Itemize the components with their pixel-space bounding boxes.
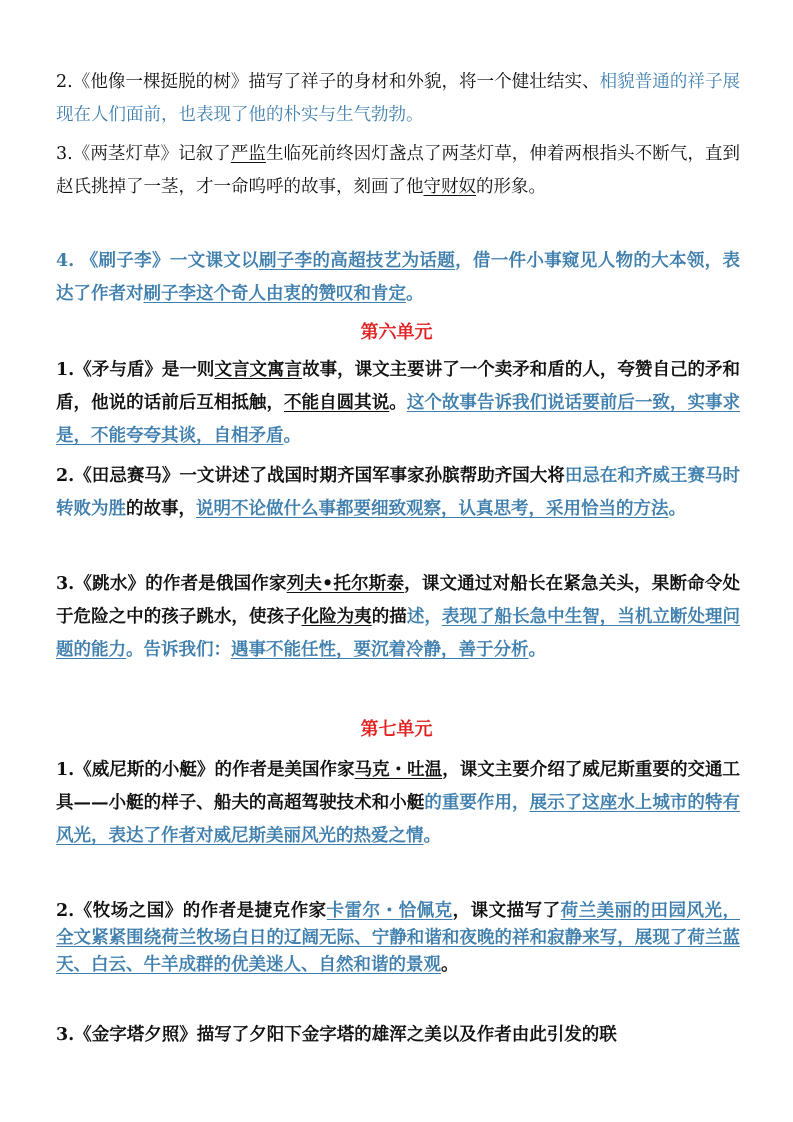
text-segment: 的形象。: [476, 177, 546, 197]
paragraph-jinzita: [56, 1019, 740, 1052]
unit-7-heading: 第七单元: [360, 719, 433, 740]
paragraph-shuazili: [56, 245, 740, 311]
text-segment: 1.《威尼斯的小艇》的作者是美国作家: [56, 760, 355, 780]
text-segment: ，借一件小事窥见人物的大本领，表达了作者对: [56, 251, 740, 304]
text-segment-underlined: 列夫•托尔斯泰: [286, 574, 405, 594]
text-segment: 。: [406, 284, 424, 304]
text-segment-highlight: 说明不论做什么事都要细致观察，认真思考，采用恰当的方法: [196, 499, 669, 519]
text-segment-underlined: 守财奴: [423, 177, 476, 197]
text-segment: 故事，课文主要讲了一个卖矛和盾的人，夸赞自己的矛和盾，他说的话前后互相抵触，: [56, 360, 741, 413]
text-segment-underlined: 刷子李这个奇人由衷的赞叹和肯定: [143, 284, 406, 304]
text-segment-highlight: 。: [283, 426, 301, 446]
text-segment: 的故事，: [126, 499, 196, 519]
text-segment-highlight: 述，: [406, 607, 442, 627]
text-segment-underlined: 不能自圆其说: [284, 393, 390, 413]
text-segment-highlight: 表现了船长急中生智，当机立断处理问题的能力: [56, 607, 741, 660]
text-segment: 3.《跳水》的作者是俄国作家: [56, 574, 287, 594]
text-segment-underlined: 刷子李的高超技艺为话题: [258, 251, 456, 271]
text-segment: ，课文主要介绍了威尼斯重要的交通工具——小艇的样子、船夫的高超驾驶技术和小艇: [56, 760, 741, 813]
text-segment: 2.《田忌赛马》一文讲述了战国时期齐国军事家孙膑帮助齐国大将: [56, 466, 565, 486]
paragraph-tianji: [56, 460, 740, 526]
paragraph-tashu: [56, 66, 740, 132]
text-segment: ，课文通过对船长在紧急关头，果断命令处于危险之中的孩子跳水，使孩子: [56, 574, 741, 627]
text-segment-highlight: 展示了这座水上城市的特有风光，表达了作者对威尼斯美丽风光的热爱之情: [56, 793, 741, 846]
text-segment: 4. 《刷子李》一文课文以: [56, 251, 259, 271]
text-segment: ，课文描写了: [452, 901, 561, 921]
text-segment-underlined: 马克・吐温: [354, 760, 443, 780]
text-segment: 的描: [371, 607, 407, 627]
text-segment-highlight: 遇事不能任性，要沉着冷静，善于分析: [231, 640, 529, 660]
unit-6-heading: 第六单元: [360, 322, 433, 343]
text-segment: 。: [389, 393, 407, 413]
text-segment-highlight: 。: [668, 499, 686, 519]
text-segment: 1.《矛与盾》是一则: [56, 360, 215, 380]
text-segment-underlined: 文言文寓言: [214, 360, 303, 380]
text-segment-underlined: 化险为夷: [301, 607, 372, 627]
text-segment: 3.《金字塔夕照》描写了夕阳下金字塔的雄浑之美以及作者由此引发的联: [56, 1025, 617, 1045]
paragraph-weinisi: [56, 754, 740, 853]
text-segment: 3.《两茎灯草》记叙了: [56, 144, 231, 164]
text-segment-underlined: 严监: [230, 144, 266, 164]
text-segment: 。: [441, 955, 459, 975]
text-segment-highlight: 相貌普通的祥子展现在人们面前，也表现了他的朴实与生气勃勃。: [56, 72, 741, 125]
text-segment-highlight: 的重要作用，: [424, 793, 530, 813]
text-segment-highlight: 。: [423, 826, 441, 846]
text-segment: 2.《他像一棵挺脱的树》描写了祥子的身材和外貌，将一个健壮结实、: [56, 72, 600, 92]
text-segment-highlight: 。告诉我们：: [126, 640, 231, 660]
text-segment-highlight: 田忌在和齐威王赛马时转败为胜: [56, 466, 740, 519]
paragraph-maodun: [56, 354, 740, 453]
paragraph-dengcao: [56, 138, 740, 204]
text-segment-highlight: 这个故事告诉我们说话要前后一致，实事求是，不能夸夸其谈，自相矛盾: [56, 393, 741, 446]
text-segment: 2.《牧场之国》的作者是捷克作家: [56, 901, 327, 921]
text-segment-highlight: 荷兰美丽的田园风光， 全文紧紧围绕荷兰牧场白日的辽阔无际、宁静和谐和夜晚的祥和寂静来写，展现了荷兰蓝天、白云、牛羊成群的优美迷人、自然和谐的景观: [56, 901, 741, 975]
text-segment: 生临死前终因灯盏点了两茎灯草，伸着两根指头不断气，直到赵氏挑掉了一茎，才一命呜呼的故事，刻画了他: [56, 144, 741, 197]
text-segment-highlight: 。: [528, 640, 546, 660]
text-segment-highlight: 卡雷尔・恰佩克: [326, 901, 453, 921]
paragraph-muchang: [56, 898, 740, 979]
paragraph-tiaoshui: [56, 568, 740, 667]
